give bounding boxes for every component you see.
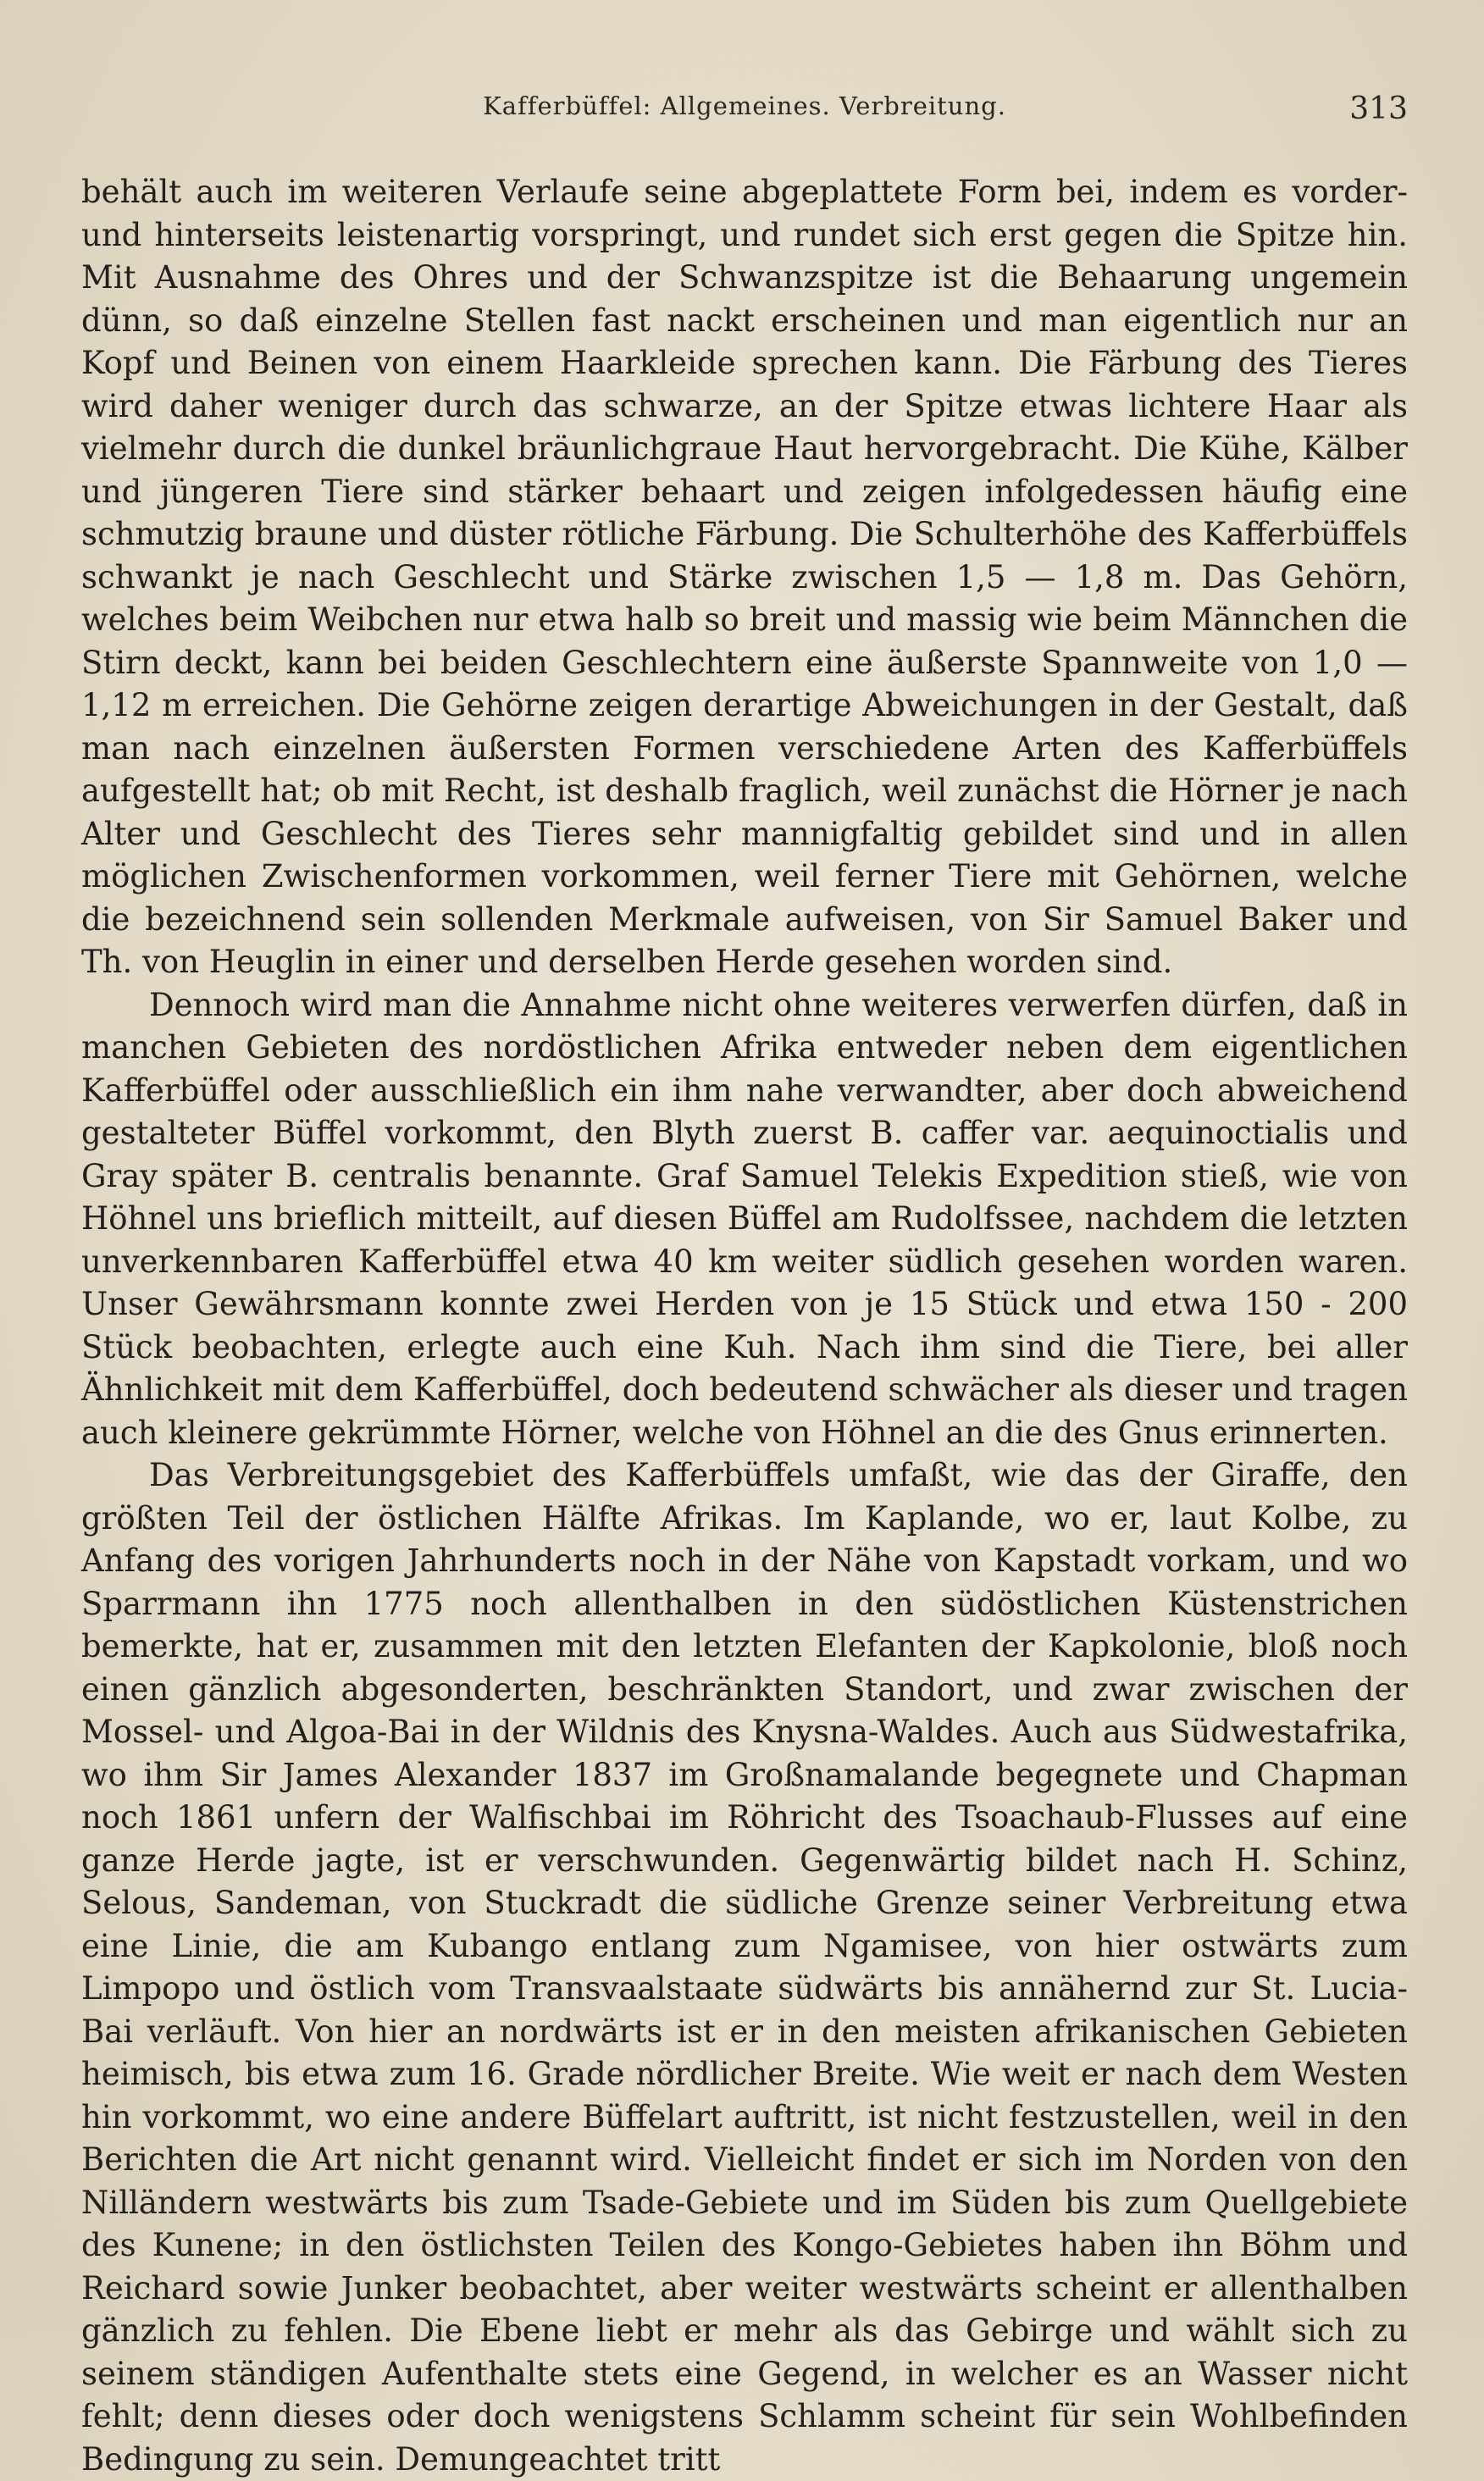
book-page [81,85,1408,2478]
page-header [81,91,1408,142]
paragraph: Dennoch wird man die Annahme nicht ohne weiteres verwerfen dürfen, daß in manchen Gebieten des nordöstlichen Afrika entweder neben dem eigentlichen Kafferbüffel oder ausschließlich ein ihm nahe verwandter, aber doch abweichend gestalteter Büffel vorkommt, den Blyth zuerst B. caffer var. aequinoctialis und Gray später B. centralis benannte. Graf Samuel Telekis Expedition stieß, wie von Höhnel uns brieflich mitteilt, auf diesen Büffel am Rudolfssee, nachdem die letzten unverkennbaren Kafferbüffel etwa 40 km weiter südlich gesehen worden waren. Unser Gewährsmann konnte zwei Herden von je 15 Stück und etwa 150 - 200 Stück beobachten, erlegte auch eine Kuh. Nach ihm sind die Tiere, bei aller Ähnlichkeit mit dem Kafferbüffel, doch bedeutend schwächer als dieser und tragen auch kleinere gekrümmte Hörner, welche von Höhnel an die des Gnus erinnerten. [81,986,1408,1451]
paragraph: Das Verbreitungsgebiet des Kafferbüffels umfaßt, wie das der Giraffe, den größten Teil der östlichen Hälfte Afrikas. Im Kaplande, wo er, laut Kolbe, zu Anfang des vorigen Jahrhunderts noch in der Nähe von Kapstadt vorkam, und wo Sparrmann ihn 1775 noch allenthalben in den südöstlichen Küstenstrichen bemerkte, hat er, zusammen mit den letzten Elefanten der Kapkolonie, bloß noch einen gänzlich abgesonderten, beschränkten Standort, und zwar zwischen der Mossel- und Algoa-Bai in der Wildnis des Knysna-Waldes. Auch aus Südwestafrika, wo ihm Sir James Alexander 1837 im Großnamalande begegnete und Chapman noch 1861 unfern der Walfischbai im Röhricht des Tsoachaub-Flusses auf eine ganze Herde jagte, ist er verschwunden. Gegenwärtig bildet nach H. Schinz, Selous, Sandeman, von Stuckradt die südliche Grenze seiner Verbreitung etwa eine Linie, die am Kubango entlang zum Ngamisee, von hier ostwärts zum Limpopo und östlich vom Transvaalstaate südwärts bis annähernd zur St. Lucia-Bai verläuft. Von hier an nordwärts ist er in den meisten afrikanischen Gebieten heimisch, bis etwa zum 16. Grade nördlicher Breite. Wie weit er nach dem Westen hin vorkommt, wo eine andere Büffelart auftritt, ist nicht festzustellen, weil in den Berichten die Art nicht genannt wird. Vielleicht findet er sich im Norden von den Nilländern westwärts bis zum Tsade-Gebiete und im Süden bis zum Quellgebiete des Kunene; in den östlichsten Teilen des Kongo-Gebietes haben ihn Böhm und Reichard sowie Junker beobachtet, aber weiter westwärts scheint er allenthalben gänzlich zu fehlen. Die Ebene liebt er mehr als das Gebirge und wählt sich zu seinem ständigen Aufenthalte stets eine Gegend, in welcher es an Wasser nicht fehlt; denn dieses oder doch wenigstens Schlamm scheint für sein Wohlbefinden Bedingung zu sein. Demungeachtet tritt [81,1457,1408,2478]
page-number: 313 [1349,91,1408,126]
paragraph: behält auch im weiteren Verlaufe seine abgeplattete Form bei, indem es vorder- und hinterseits leistenartig vorspringt, und rundet sich erst gegen die Spitze hin. Mit Ausnahme des Ohres und der Schwanzspitze ist die Behaarung ungemein dünn, so daß einzelne Stellen fast nackt erscheinen und man eigentlich nur an Kopf und Beinen von einem Haarkleide sprechen kann. Die Färbung des Tieres wird daher weniger durch das schwarze, an der Spitze etwas lichtere Haar als vielmehr durch die dunkel bräunlichgraue Haut hervorgebracht. Die Kühe, Kälber und jüngeren Tiere sind stärker behaart und zeigen infolgedessen häufig eine schmutzig braune und düster rötliche Färbung. Die Schulterhöhe des Kafferbüffels schwankt je nach Geschlecht und Stärke zwischen 1,5 — 1,8 m. Das Gehörn, welches beim Weibchen nur etwa halb so breit und massig wie beim Männchen die Stirn deckt, kann bei beiden Geschlechtern eine äußerste Spannweite von 1,0 — 1,12 m erreichen. Die Gehörne zeigen derartige Abweichungen in der Gestalt, daß man nach einzelnen äußersten Formen verschiedene Arten des Kafferbüffels aufgestellt hat; ob mit Recht, ist deshalb fraglich, weil zunächst die Hörner je nach Alter und Geschlecht des Tieres sehr mannigfaltig gebildet sind und in allen möglichen Zwischenformen vorkommen, weil ferner Tiere mit Gehörnen, welche die bezeichnend sein sollenden Merkmale aufweisen, von Sir Samuel Baker und Th. von Heuglin in einer und derselben Herde gesehen worden sind. [81,174,1408,980]
body-text [81,171,1408,2481]
running-head: Kafferbüffel: Allgemeines. Verbreitung. [483,91,1006,120]
